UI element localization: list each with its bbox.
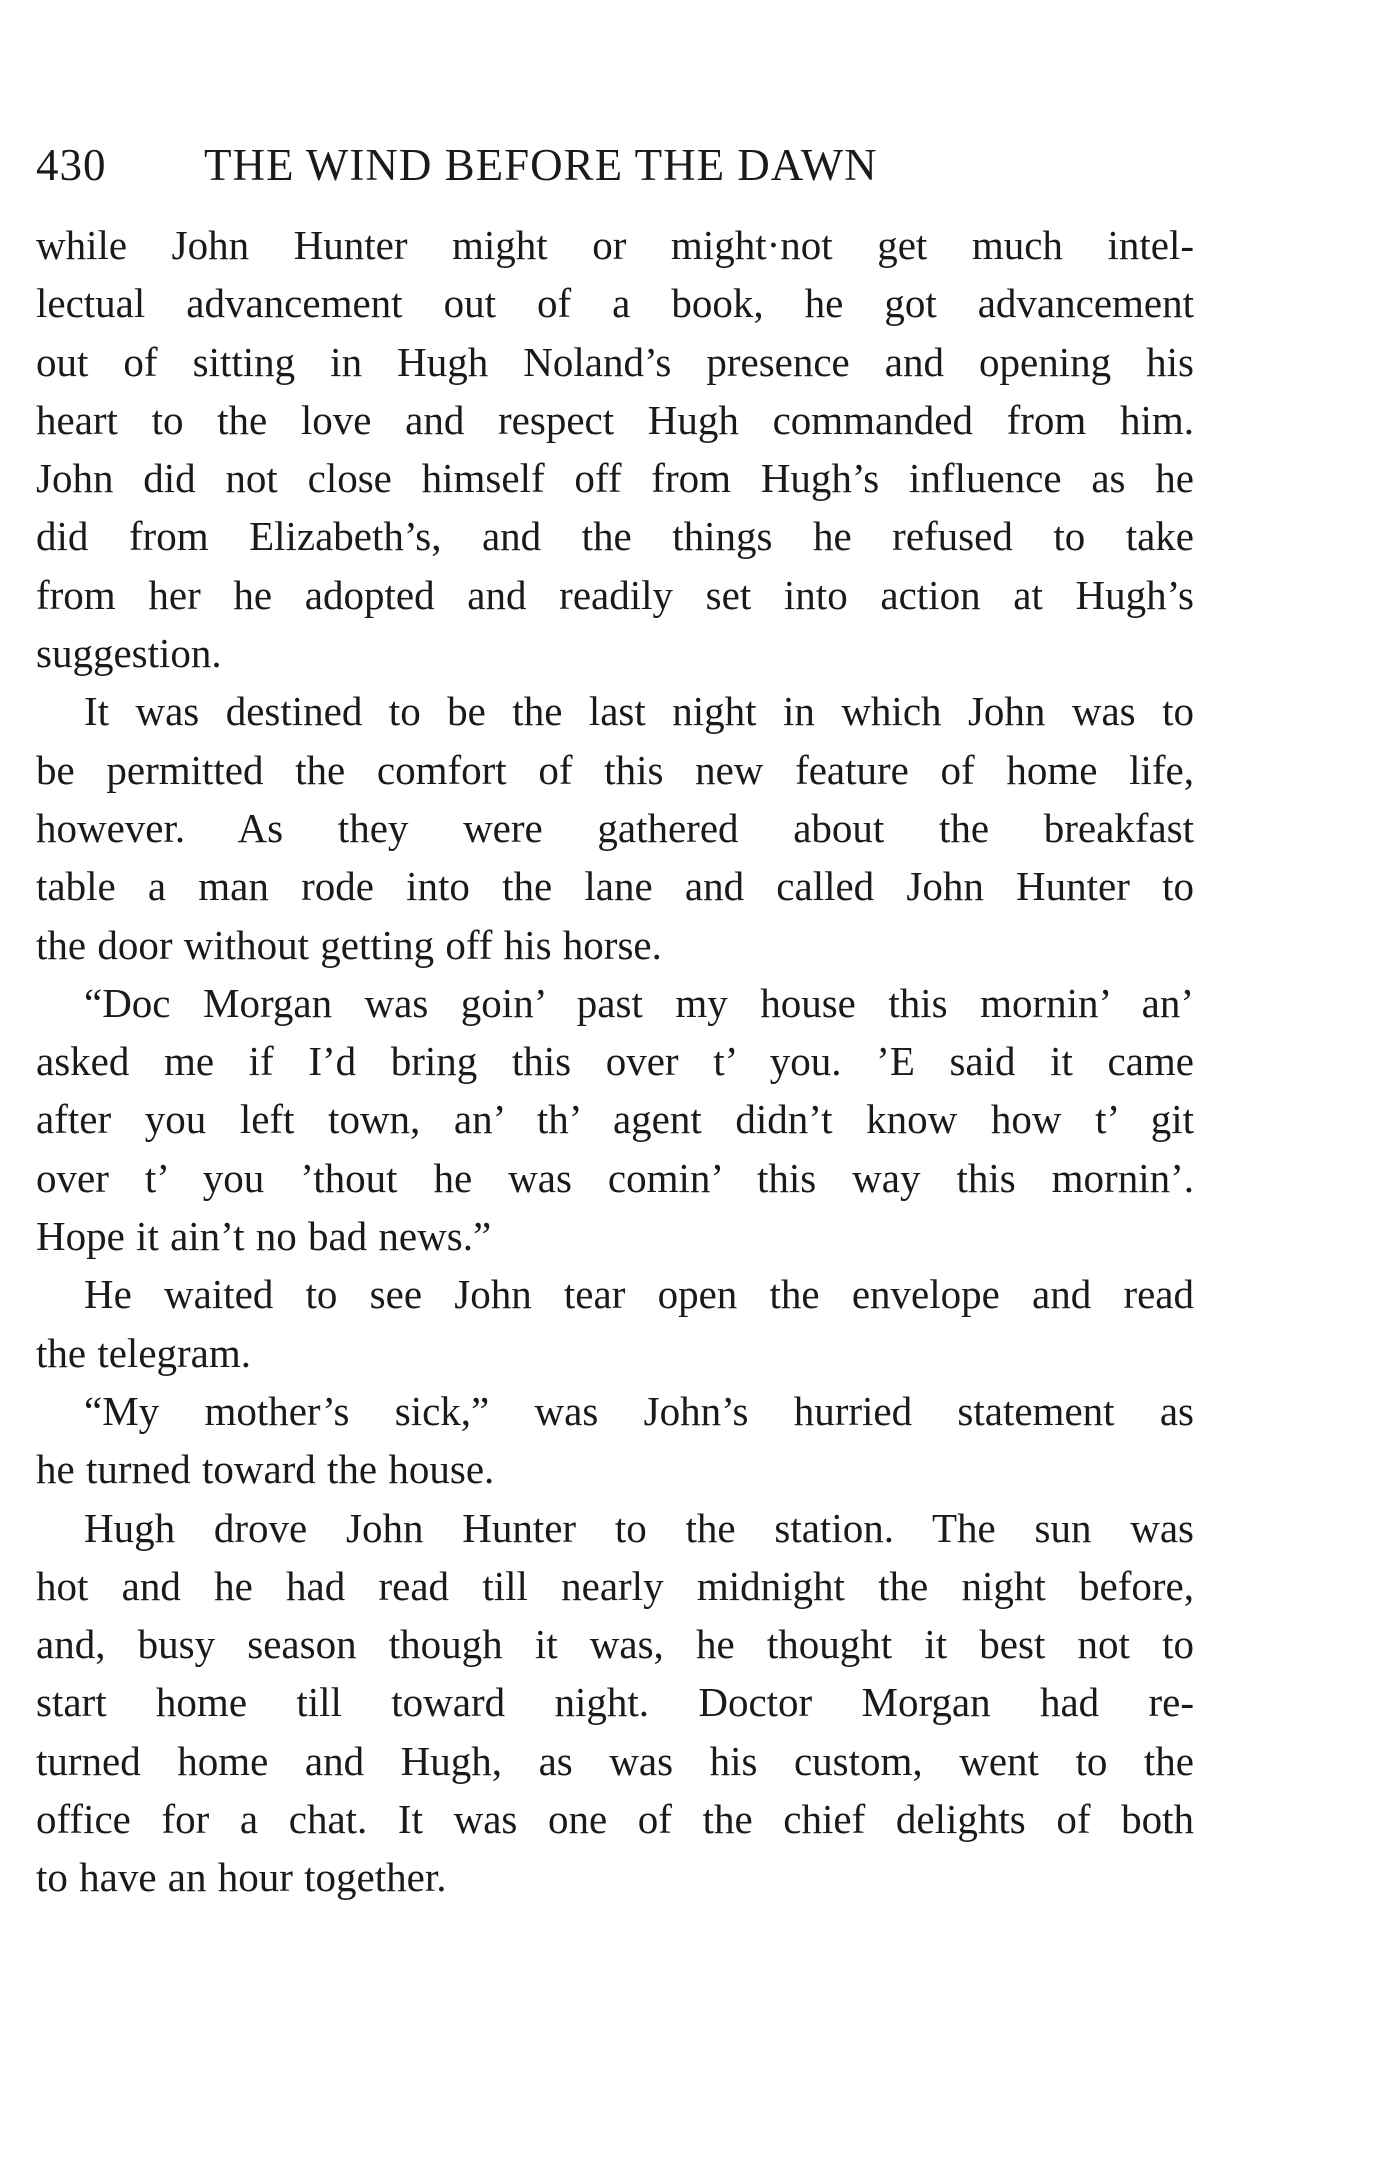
text-line: heart to the love and respect Hugh commanded from him. <box>36 396 1194 443</box>
text-line: Hope it ain’t no bad news.” <box>36 1213 492 1260</box>
text-line: over t’ you ’thout he was comin’ this way this mornin’. <box>36 1154 1194 1201</box>
text-line: did from Elizabeth’s, and the things he refused to take <box>36 513 1194 560</box>
text-line: “My mother’s sick,” was John’s hurried statement as <box>84 1387 1194 1434</box>
text-line: table a man rode into the lane and called John Hunter to <box>36 863 1194 910</box>
text-line: after you left town, an’ th’ agent didn’t know how t’ git <box>36 1096 1194 1143</box>
text-line: the door without getting off his horse. <box>36 921 662 968</box>
text-line: the telegram. <box>36 1329 252 1376</box>
text-line: while John Hunter might or might·not get much intel- <box>36 222 1194 268</box>
text-line: asked me if I’d bring this over t’ you. ’E said it came <box>36 1038 1194 1085</box>
body-text <box>36 216 1194 1907</box>
page-header <box>36 132 1196 198</box>
text-line: be permitted the comfort of this new feature of home life, <box>36 746 1194 793</box>
text-line: turned home and Hugh, as was his custom, went to the <box>36 1737 1194 1784</box>
text-line: hot and he had read till nearly midnight the night before, <box>36 1562 1194 1609</box>
text-line: however. As they were gathered about the breakfast <box>36 804 1194 851</box>
page-number: 430 <box>36 140 107 190</box>
text-line: Hugh drove John Hunter to the station. The sun was <box>84 1504 1194 1551</box>
text-line: and, busy season though it was, he thought it best not to <box>36 1621 1194 1668</box>
text-line: “Doc Morgan was goin’ past my house this mornin’ an’ <box>84 979 1194 1026</box>
text-line: John did not close himself off from Hugh’s influence as he <box>36 455 1194 502</box>
running-title: THE WIND BEFORE THE DAWN <box>204 140 878 190</box>
text-line: office for a chat. It was one of the chief delights of both <box>36 1796 1194 1843</box>
text-line: he turned toward the house. <box>36 1446 495 1493</box>
text-line: suggestion. <box>36 630 222 677</box>
text-line: start home till toward night. Doctor Morgan had re- <box>36 1679 1194 1726</box>
text-line: He waited to see John tear open the envelope and read <box>84 1271 1194 1318</box>
text-line: out of sitting in Hugh Noland’s presence and opening his <box>36 338 1194 385</box>
text-line: It was destined to be the last night in which John was to <box>84 688 1194 735</box>
text-line: from her he adopted and readily set into action at Hugh’s <box>36 571 1194 618</box>
text-line: lectual advancement out of a book, he got advancement <box>36 280 1194 327</box>
text-line: to have an hour together. <box>36 1854 447 1901</box>
